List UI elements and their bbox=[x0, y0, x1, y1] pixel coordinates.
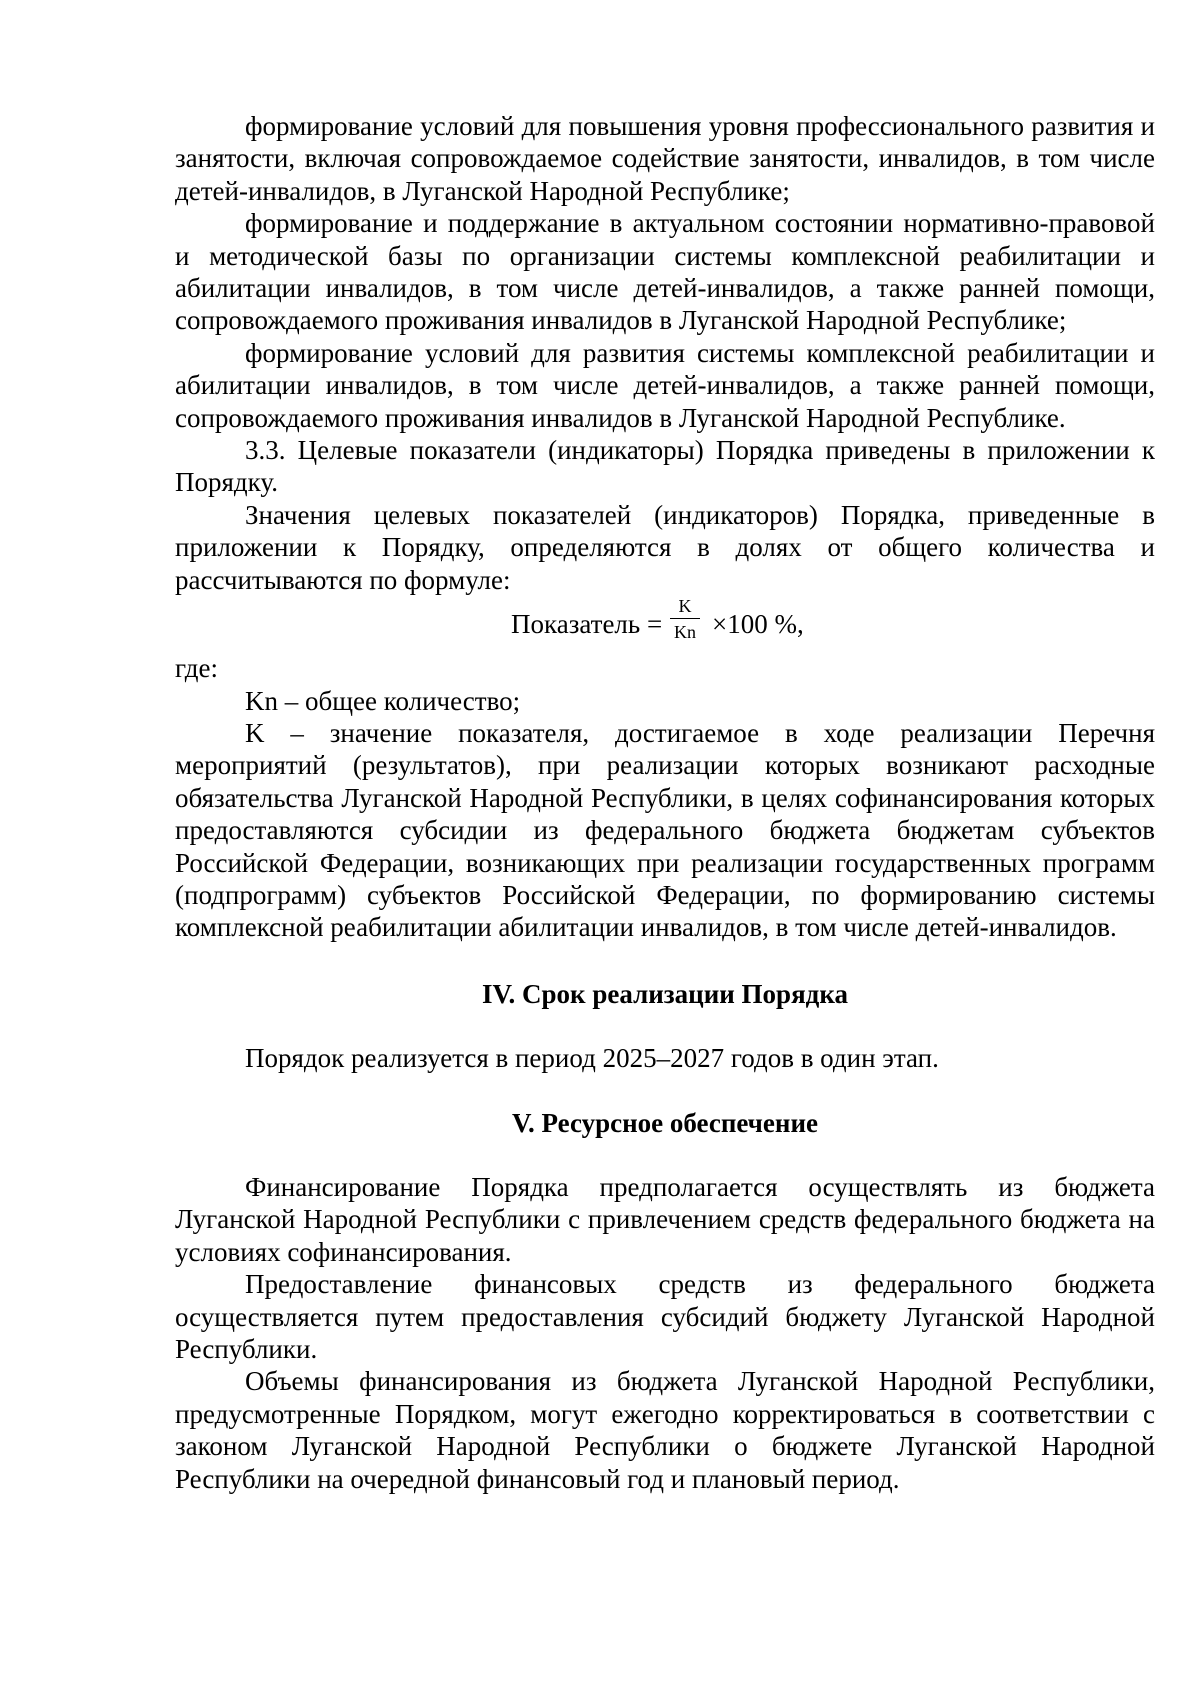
section-heading-implementation-period: IV. Срок реализации Порядка bbox=[482, 978, 848, 1009]
definition-kn: Kn – общее количество; bbox=[245, 685, 521, 716]
formula-denominator: Kn bbox=[674, 622, 696, 643]
paragraph-financing-source: Финансирование Порядка предполагается осуществлять из бюджета Луганской Народной Республики с привлечением средств федерального бюджета на условиях софинансирования. bbox=[175, 1171, 1155, 1267]
paragraph-normative-base: формирование и поддержание в актуальном состоянии нормативно-правовой и методической базы по организации системы комплексной реабилитации и абилитации инвалидов, в том числе детей-инвалидов, а также ранней помощи, сопровождаемого проживания инвалидов в Луганской Народной Республике; bbox=[175, 208, 1155, 336]
paragraph-employment-conditions: формирование условий для повышения уровня профессионального развития и занятости, включая сопровождаемое содействие занятости, инвалидов, в том числе детей-инвалидов, в Луганской Народной Республике; bbox=[175, 111, 1155, 206]
spacer bbox=[175, 1075, 1155, 1107]
paragraph-rehabilitation-conditions: формирование условий для развития системы комплексной реабилитации и абилитации инвалидов, в том числе детей-инвалидов, а также ранней помощи, сопровождаемого проживания инвалидов в Луганской Народной Республике. bbox=[175, 337, 1155, 433]
paragraph-federal-funds: Предоставление финансовых средств из федерального бюджета осуществляется путем предоставления субсидий бюджету Луганской Народной Республики. bbox=[175, 1269, 1155, 1364]
document-page bbox=[175, 110, 1155, 1495]
definition-k: K – значение показателя, достигаемое в ходе реализации Перечня мероприятий (результатов), при реализации которых возникают расходные обязательства Луганской Народной Республики, в целях софинансирования которых предоставляются субсидии из федерального бюджета бюджетам субъектов Российской Федерации, возникающих при реализации государственных программ (подпрограмм) субъектов Российской Федерации, по формированию системы комплексной реабилитации абилитации инвалидов, в том числе детей-инвалидов. bbox=[175, 717, 1155, 943]
formula-where-label: где: bbox=[175, 653, 218, 684]
spacer bbox=[175, 944, 1155, 978]
indicator-formula bbox=[175, 596, 1155, 652]
formula-lhs: Показатель = bbox=[511, 609, 663, 640]
spacer bbox=[175, 1139, 1155, 1171]
formula-rhs: ×100 %, bbox=[712, 609, 804, 640]
section-heading-resource-provision: V. Ресурсное обеспечение bbox=[511, 1107, 818, 1138]
paragraph-indicator-values: Значения целевых показателей (индикаторов) Порядка, приведенные в приложении к Порядку, определяются в долях от общего количества и рассчитываются по формуле: bbox=[175, 499, 1155, 595]
formula-numerator: K bbox=[670, 596, 700, 619]
paragraph-implementation-period: Порядок реализуется в период 2025–2027 годов в один этап. bbox=[245, 1043, 939, 1074]
paragraph-financing-volumes: Объемы финансирования из бюджета Луганской Народной Республики, предусмотренные Порядком, могут ежегодно корректироваться в соответствии с законом Луганской Народной Республики о бюджете Луганской Народной Республики на очередной финансовый год и плановый период. bbox=[175, 1366, 1155, 1494]
spacer bbox=[175, 1010, 1155, 1042]
formula-fraction bbox=[670, 596, 700, 642]
paragraph-target-indicators: 3.3. Целевые показатели (индикаторы) Порядка приведены в приложении к Порядку. bbox=[175, 435, 1155, 498]
